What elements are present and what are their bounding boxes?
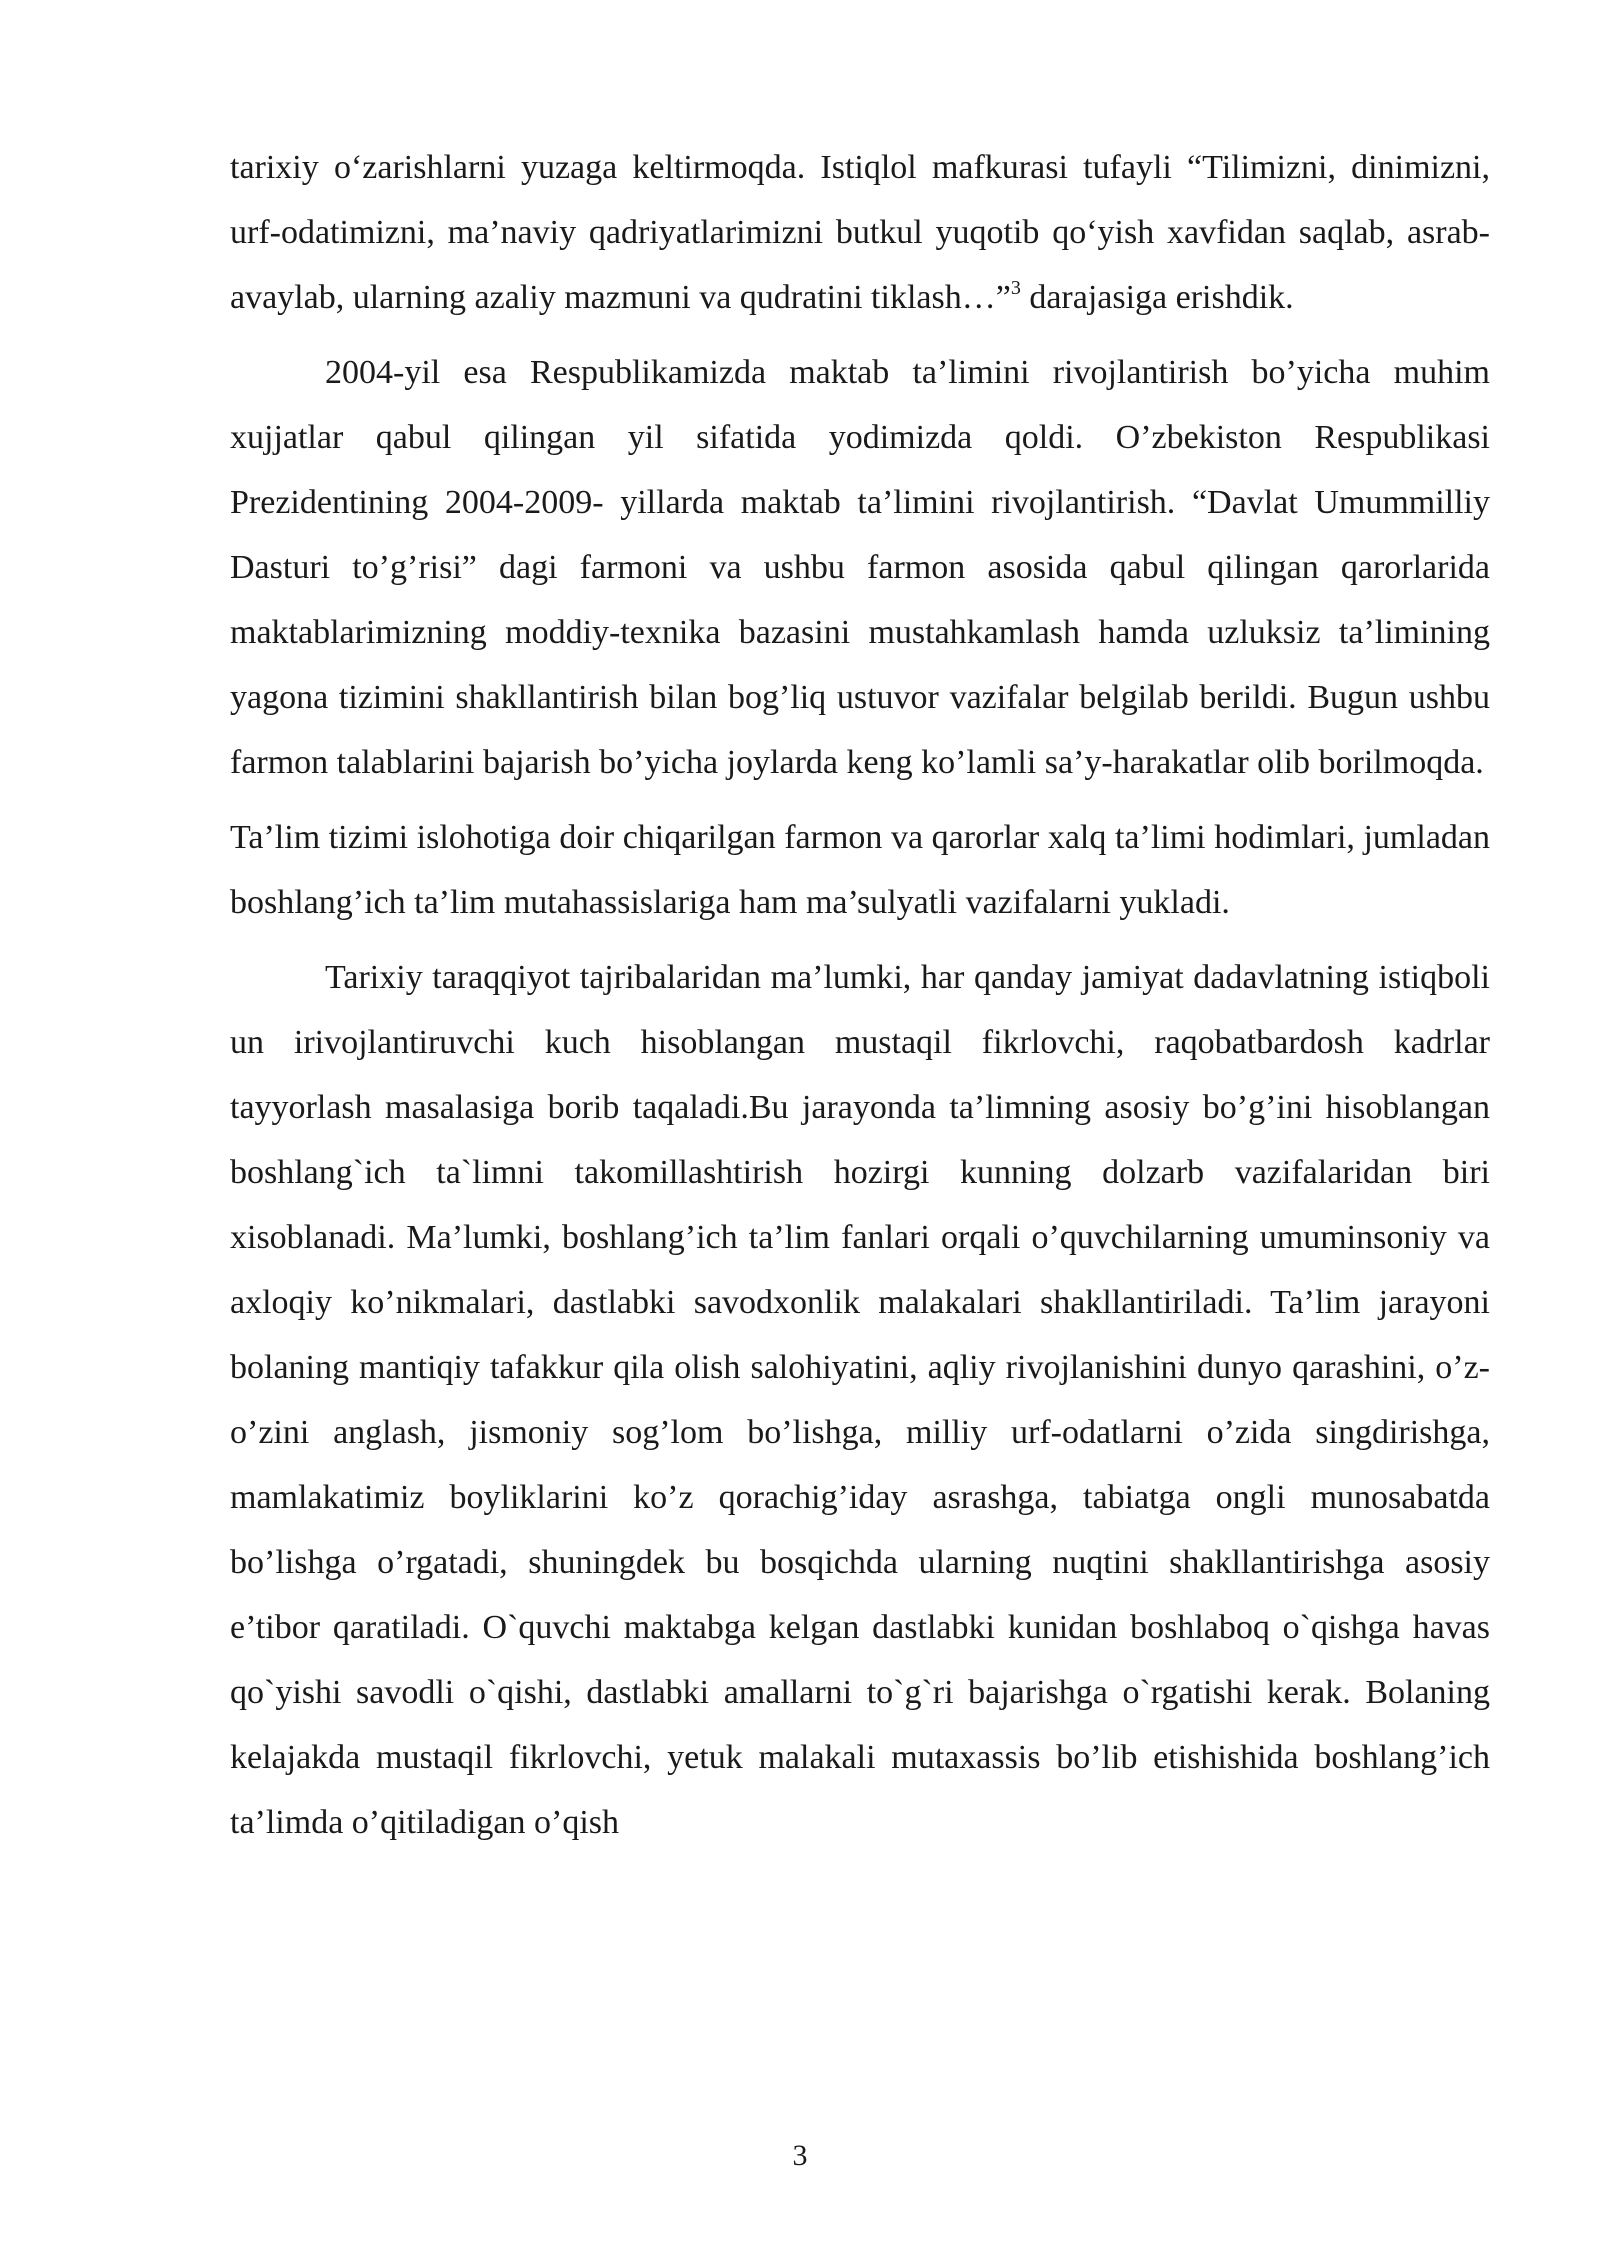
paragraph-4: Tarixiy taraqqiyot tajribalaridan ma’lumki, har qanday jamiyat dadavlatning istiqboli un irivojlantiruvchi kuch hisoblangan mustaqil fikrlovchi, raqobatbardosh kadrlar tayyorlash masalasiga borib taqaladi.Bu jarayonda ta’limning asosiy bo’g’ini hisoblangan boshlang`ich ta`limni takomillashtirish hozirgi kunning dolzarb vazifalaridan biri xisoblanadi. Ma’lumki, boshlang’ich ta’lim fanlari orqali o’quvchilarning umuminsoniy va axloqiy ko’nikmalari, dastlabki savodxonlik malakalari shakllantiriladi. Ta’lim jarayoni bolaning mantiqiy tafakkur qila olish salohiyatini, aqliy rivojlanishini dunyo qarashini, o’z-o’zini anglash, jismoniy sog’lom bo’lishga, milliy urf-odatlarni o’zida singdirishga, mamlakatimiz boyliklarini ko’z qorachig’iday asrashga, tabiatga ongli munosabatda bo’lishga o’rgatadi, shuningdek bu bosqichda ularning nuqtini shakllantirishga asosiy e’tibor qaratiladi. O`quvchi maktabga kelgan dastlabki kunidan boshlaboq o`qishga havas qo`yishi savodli o`qishi, dastlabki amallarni to`g`ri bajarishga o`rgatishi kerak. Bolaning kelajakda mustaqil fikrlovchi, yetuk malakali mutaxassis bo’lib etishishida boshlang’ich ta’limda o’qitiladigan o’qish <box>230 959 1490 1841</box>
paragraph-1-text-after: darajasiga erishdik. <box>1020 279 1294 316</box>
paragraph-1 <box>230 135 1490 330</box>
document-page <box>230 135 1490 1855</box>
paragraph-2: 2004-yil esa Respublikamizda maktab ta’limini rivojlantirish bo’yicha muhim xujjatlar qabul qilingan yil sifatida yodimizda qoldi. O’zbekiston Respublikasi Prezidentining 2004-2009- yillarda maktab ta’limini rivojlantirish. “Davlat Umummilliy Dasturi to’g’risi” dagi farmoni va ushbu farmon asosida qabul qilingan qarorlarida maktablarimizning moddiy-texnika bazasini mustahkamlash hamda uzluksiz ta’limining yagona tizimini shakllantirish bilan bog’liq ustuvor vazifalar belgilab berildi. Bugun ushbu farmon talablarini bajarish bo’yicha joylarda keng ko’lamli sa’y-harakatlar olib borilmoqda. <box>230 354 1490 781</box>
page-number: 3 <box>792 2139 808 2172</box>
paragraph-3: Ta’lim tizimi islohotiga doir chiqarilgan farmon va qarorlar xalq ta’limi hodimlari, jumladan boshlang’ich ta’lim mutahassislariga ham ma’sulyatli vazifalarni yukladi. <box>230 819 1490 921</box>
paragraph-1-text: tarixiy o‘zarishlarni yuzaga keltirmoqda. Istiqlol mafkurasi tufayli “Tilimizni, dinimizni, urf-odatimizni, ma’naviy qadriyatlarimizni butkul yuqotib qo‘yish xavfidan saqlab, asrab-avaylab, ularning azaliy mazmuni va qudratini tiklash…” <box>230 149 1490 316</box>
footnote-reference[interactable]: 3 <box>1010 277 1021 299</box>
